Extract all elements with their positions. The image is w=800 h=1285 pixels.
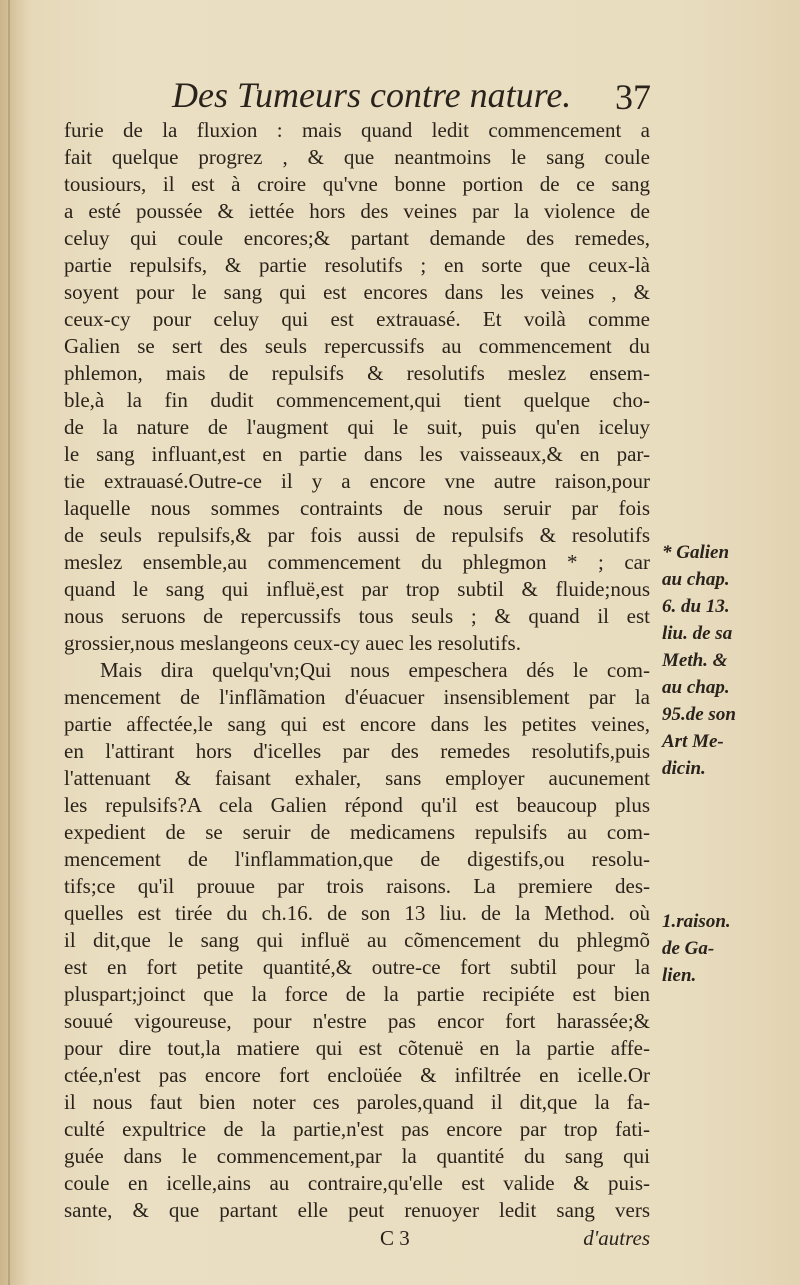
text-line: laquelle nous sommes contraints de nous seruir par fois [64,496,650,520]
text-line: tifs;ce qu'il prouue par trois raisons. La premiere des- [64,874,650,898]
text-line: Galien se sert des seuls repercussifs au commencement du [64,334,650,358]
margin-note-line: 6. du 13. [662,596,730,617]
text-line: en l'attirant hors d'icelles par des remedes resolutifs,puis [64,739,650,763]
text-line: culté expultrice de la partie,n'est pas encore par trop fati- [64,1117,650,1141]
margin-note-galien-reference [662,539,792,782]
text-line: partie affectée,le sang qui est encore dans les petites veines, [64,712,650,736]
body-text [64,117,650,1224]
text-line: partie repulsifs, & partie resolutifs ; en sorte que ceux-là [64,253,650,277]
text-line: Mais dira quelqu'vn;Qui nous empeschera dés le com- [100,658,650,682]
text-line: meslez ensemble,au commencement du phlegmon * ; car [64,550,650,574]
text-line: coule en icelle,ains au contraire,qu'elle est valide & puis- [64,1171,650,1195]
text-line: ctée,n'est pas encore fort encloüée & infiltrée en icelle.Or [64,1063,650,1087]
text-line: tie extrauasé.Outre-ce il y a encore vne autre raison,pour [64,469,650,493]
text-line: furie de la fluxion : mais quand ledit commencement a [64,118,650,142]
text-line: souué vigoureuse, pour n'estre pas encor fort harassée;& [64,1009,650,1033]
text-line: est en fort petite quantité,& outre-ce fort subtil pour la [64,955,650,979]
text-line: a esté poussée & iettée hors des veines par la violence de [64,199,650,223]
text-line: expedient de se seruir de medicamens repulsifs au com- [64,820,650,844]
page-number: 37 [615,77,651,117]
margin-note-line: lien. [662,965,697,986]
margin-note-line: Meth. & [662,650,728,671]
text-line: soyent pour le sang qui est encores dans les veines , & [64,280,650,304]
text-line: nous seruons de repercussifs tous seuls ; & quand il est [64,604,650,628]
text-line: fait quelque progrez , & que neantmoins le sang coule [64,145,650,169]
text-line: quelles est tirée du ch.16. de son 13 liu. de la Method. où [64,901,650,925]
text-line: ble,à la fin dudit commencement,qui tient quelque cho- [64,388,650,412]
text-line: pluspart;joinct que la force de la partie recipiéte est bien [64,982,650,1006]
page-header [60,74,660,118]
text-line: les repulsifs?A cela Galien répond qu'il est beaucoup plus [64,793,650,817]
text-line: quand le sang qui influë,est par trop subtil & fluide;nous [64,577,650,601]
margin-note-line: au chap. [662,569,730,590]
text-line: ceux-cy pour celuy qui est extrauasé. Et voilà comme [64,307,650,331]
text-line: mencement de l'inflãmation d'éuacuer insensiblement par la [64,685,650,709]
text-line: le sang influant,est en partie dans les vaisseaux,& en par- [64,442,650,466]
text-line: grossier,nous meslangeons ceux-cy auec les resolutifs. [64,631,521,655]
text-line: de la nature de l'augment qui le suit, puis qu'en iceluy [64,415,650,439]
text-line: pour dire tout,la matiere qui est cõtenuë en la partie affe- [64,1036,650,1060]
text-line: sante, & que partant elle peut renuoyer ledit sang vers [64,1198,650,1222]
text-line: il dit,que le sang qui influë au cõmencement du phlegmõ [64,928,650,952]
margin-note-line: 95.de son [662,704,736,725]
margin-note-line: liu. de sa [662,623,733,644]
page-footer [60,1226,650,1256]
text-line: mencement de l'inflammation,que de digestifs,ou resolu- [64,847,650,871]
text-line: de seuls repulsifs,& par fois aussi de repulsifs & resolutifs [64,523,650,547]
text-line: guée dans le commencement,par la quantité du sang qui [64,1144,650,1168]
margin-note-line: dicin. [662,758,706,779]
margin-note-line: au chap. [662,677,730,698]
text-line: il nous faut bien noter ces paroles,quand il dit,que la fa- [64,1090,650,1114]
running-title: Des Tumeurs contre nature. [172,75,572,115]
text-line: phlemon, mais de repulsifs & resolutifs meslez ensem- [64,361,650,385]
margin-note-line: * Galien [662,542,730,563]
margin-note-first-reason [662,908,792,989]
signature-mark: C 3 [380,1226,410,1250]
catchword: d'autres [583,1226,650,1250]
page-gutter-edge [8,0,10,1285]
text-line: celuy qui coule encores;& partant demande des remedes, [64,226,650,250]
margin-note-line: de Ga- [662,938,715,959]
text-line: l'attenuant & faisant exhaler, sans employer aucunement [64,766,650,790]
margin-note-line: 1.raison. [662,911,731,932]
margin-note-line: Art Me- [662,731,724,752]
text-line: tousiours, il est à croire qu'vne bonne portion de ce sang [64,172,650,196]
